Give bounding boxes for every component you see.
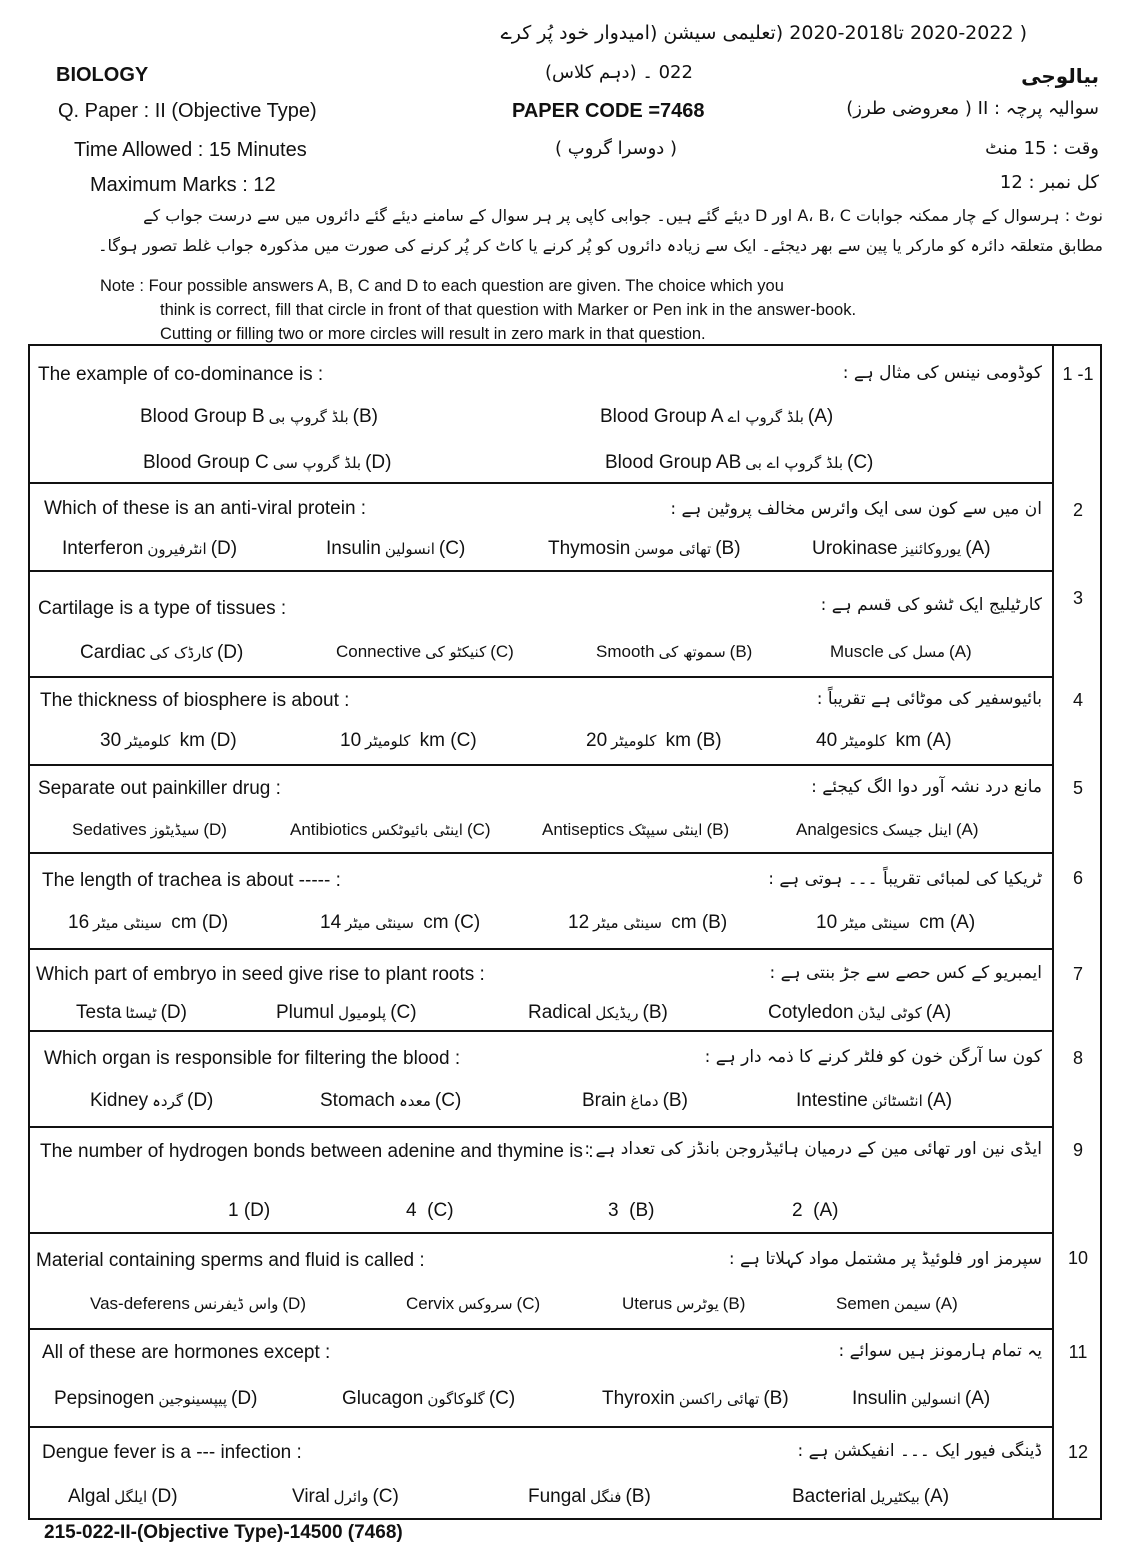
paper-en: Q. Paper : II (Objective Type) <box>58 100 317 122</box>
question-number: 9 <box>1072 1140 1083 1160</box>
option-a: Semen سیمن (A) <box>836 1294 958 1313</box>
question-text-en: The number of hydrogen bonds between adenine and thymine is : <box>40 1141 594 1162</box>
question-row-5 <box>30 766 1052 854</box>
question-text-en: Cartilage is a type of tissues : <box>38 598 287 619</box>
question-text-en: All of these are hormones except : <box>42 1342 331 1363</box>
note-en-line3: Cutting or filling two or more circles will result in zero mark in that question. <box>160 325 706 343</box>
question-text-ur: یہ تمام ہارمونز ہیں سوائے : <box>838 1341 1042 1361</box>
option-d: Blood Group C بلڈ گروپ سی (D) <box>143 452 392 473</box>
question-text-en: The example of co-dominance is : <box>38 364 324 385</box>
question-text-en: Material containing sperms and fluid is called : <box>36 1250 425 1271</box>
question-table <box>28 344 1102 1520</box>
option-a: Intestine انٹسٹائن (A) <box>796 1090 953 1111</box>
group-ur: ( دوسرا گروپ ) <box>555 138 678 159</box>
option-a: Analgesics اینل جیسک (A) <box>796 820 979 839</box>
question-row-7 <box>30 950 1052 1032</box>
option-a: کلومیٹر40 km (A) <box>816 730 952 751</box>
option-c: Antibiotics اینٹی بائیوٹکس (C) <box>290 820 491 839</box>
option-d: کلومیٹر30 km (D) <box>100 730 237 751</box>
option-c: Viral وائرل (C) <box>292 1486 399 1507</box>
question-text-en: Which organ is responsible for filtering the blood : <box>44 1048 461 1069</box>
question-number: 3 <box>1072 588 1083 608</box>
option-c: 4 (C) <box>406 1200 454 1221</box>
option-b: Antiseptics اینٹی سیپٹک (B) <box>542 820 730 839</box>
option-a: Blood Group A بلڈ گروپ اے (A) <box>600 406 834 427</box>
note-ur-line2: مطابق متعلقہ دائرہ کو مارکر یا پین سے بھر دیجئے۔ ایک سے زیادہ دائروں کو پُر کرنے یا کاٹ کر پُر کرنے کی صورت میں مذکورہ جواب غلط تصور ہوگا۔ <box>98 236 1103 255</box>
question-row-9 <box>30 1128 1052 1234</box>
option-d: Algal ایلگل (D) <box>68 1486 178 1507</box>
option-b: Brain دماغ (B) <box>582 1090 688 1111</box>
session-line: ( 2020-2022 تا2018-2020 (تعلیمی سیشن (امیدوار خود پُر کرے <box>500 22 1027 44</box>
option-b: Uterus یوٹرس (B) <box>622 1294 746 1313</box>
option-a: 2 (A) <box>792 1200 839 1221</box>
option-c: Glucagon گلوکاگون (C) <box>342 1388 516 1409</box>
option-a: سینٹی میٹر10 cm (A) <box>816 912 976 933</box>
question-text-ur: ڈینگی فیور ایک ۔۔۔ انفیکشن ہے : <box>797 1441 1042 1461</box>
option-c: Stomach معدہ (C) <box>320 1090 462 1111</box>
option-b: Blood Group B بلڈ گروپ بی (B) <box>140 406 378 427</box>
subject-ur: بیالوجی <box>1021 64 1099 88</box>
option-c: Blood Group AB بلڈ گروپ اے بی (C) <box>605 452 874 473</box>
question-text-ur: ٹریکیا کی لمبائی تقریباً ۔۔۔ ہوتی ہے : <box>768 869 1042 889</box>
option-b: Thymosin تھائی موسن (B) <box>548 538 741 559</box>
question-row-8 <box>30 1032 1052 1128</box>
question-text-en: Dengue fever is a --- infection : <box>42 1442 302 1463</box>
option-d: Vas-deferens واس ڈیفرنس (D) <box>90 1294 306 1313</box>
question-row-10 <box>30 1234 1052 1330</box>
roll-label <box>1023 0 1027 1</box>
option-b: 3 (B) <box>608 1200 655 1221</box>
option-b: Smooth سموتھ کی (B) <box>596 642 753 661</box>
question-number: 1 -1 <box>1062 364 1094 384</box>
option-b: سینٹی میٹر12 cm (B) <box>568 912 728 933</box>
option-d: Interferon انٹرفیرون (D) <box>62 538 238 559</box>
question-number: 4 <box>1072 690 1083 710</box>
option-b: Fungal فنگل (B) <box>528 1486 651 1507</box>
option-a: Cotyledon کوٹی لیڈن (A) <box>768 1002 952 1023</box>
option-c: Plumul پلومیول (C) <box>276 1002 417 1023</box>
question-text-ur: بائیوسفیر کی موٹائی ہے تقریباً : <box>816 689 1042 709</box>
marks-en: Maximum Marks : 12 <box>90 174 276 196</box>
question-text-ur: کوڈومی نینس کی مثال ہے : <box>842 363 1042 383</box>
option-d: Cardiac کارڈک کی (D) <box>80 642 244 663</box>
question-row-4 <box>30 678 1052 766</box>
question-row-12 <box>30 1428 1052 1520</box>
question-number: 8 <box>1072 1048 1083 1068</box>
subject-en: BIOLOGY <box>56 64 149 86</box>
question-text-ur: کارٹیلیج ایک ٹشو کی قسم ہے : <box>820 595 1042 615</box>
question-number: 2 <box>1072 500 1083 520</box>
option-d: Pepsinogen پیپسینوجین (D) <box>54 1388 258 1409</box>
option-d: Kidney گردہ (D) <box>90 1090 214 1111</box>
question-row-3 <box>30 572 1052 678</box>
question-text-ur: کون سا آرگن خون کو فلٹر کرنے کا ذمہ دار ہے : <box>704 1047 1042 1067</box>
class-ur: 022 ۔ (دہم کلاس) <box>545 62 693 83</box>
option-c: Connective کنیکٹو کی (C) <box>336 642 514 661</box>
option-b: کلومیٹر20 km (B) <box>586 730 722 751</box>
time-ur: وقت : 15 منٹ <box>985 138 1099 159</box>
option-d: 1 (D) <box>228 1200 271 1221</box>
question-number: 7 <box>1072 964 1083 984</box>
option-d: Testa ٹیسٹا (D) <box>76 1002 187 1023</box>
question-text-ur: ایڈی نین اور تھائی مین کے درمیان ہائیڈروجن بانڈز کی تعداد ہے : <box>584 1139 1042 1159</box>
question-number: 10 <box>1067 1248 1089 1268</box>
question-number: 11 <box>1068 1342 1088 1362</box>
option-d: Sedatives سیڈیٹوز (D) <box>72 820 227 839</box>
paper-ur: سوالیہ پرچہ : II ( معروضی طرز) <box>846 98 1099 119</box>
marks-ur: کل نمبر : 12 <box>999 172 1099 193</box>
note-ur-line1: نوٹ : ہرسوال کے چار ممکنہ جوابات A، B، C اور D دیئے گئے ہیں۔ جوابی کاپی پر ہر سوال کے سامنے دیئے گئے دائروں میں سے درست جواب کے <box>143 206 1103 225</box>
option-c: Cervix سروکس (C) <box>406 1294 541 1313</box>
question-text-en: Which of these is an anti-viral protein : <box>44 498 367 519</box>
question-row-6 <box>30 854 1052 950</box>
question-text-ur: ایمبریو کے کس حصے سے جڑ بنتی ہے : <box>769 963 1042 983</box>
footer-code: 215-022-II-(Objective Type)-14500 (7468) <box>44 1522 403 1543</box>
question-text-ur: سپرمز اور فلوئیڈ پر مشتمل مواد کہلاتا ہے : <box>728 1249 1042 1269</box>
paper-code: PAPER CODE =7468 <box>512 100 705 122</box>
question-row-11 <box>30 1330 1052 1428</box>
question-row-2 <box>30 484 1052 572</box>
question-text-en: The thickness of biosphere is about : <box>40 690 350 711</box>
option-c: سینٹی میٹر14 cm (C) <box>320 912 481 933</box>
question-text-ur: ان میں سے کون سی ایک وائرس مخالف پروٹین ہے : <box>670 499 1042 519</box>
time-en: Time Allowed : 15 Minutes <box>74 139 307 161</box>
question-number: 5 <box>1072 778 1083 798</box>
option-b: Thyroxin تھائی راکسن (B) <box>602 1388 789 1409</box>
option-c: Insulin انسولین (C) <box>326 538 466 559</box>
option-a: Bacterial بیکٹیریل (A) <box>792 1486 950 1507</box>
option-a: Insulin انسولین (A) <box>852 1388 991 1409</box>
question-text-en: Separate out painkiller drug : <box>38 778 281 799</box>
note-en-line2: think is correct, fill that circle in front of that question with Marker or Pen ink in the answer-book. <box>160 301 857 319</box>
question-number: 6 <box>1072 868 1083 888</box>
question-text-en: The length of trachea is about ----- : <box>42 870 341 891</box>
option-c: کلومیٹر10 km (C) <box>340 730 477 751</box>
question-row-1 <box>30 346 1052 484</box>
note-en-line1: Note : Four possible answers A, B, C and D to each question are given. The choice which you <box>100 277 784 295</box>
option-a: Muscle مسل کی (A) <box>830 642 972 661</box>
option-b: Radical ریڈیکل (B) <box>528 1002 668 1023</box>
question-number: 12 <box>1067 1442 1089 1462</box>
option-a: Urokinase یوروکائنیز (A) <box>812 538 991 559</box>
question-text-en: Which part of embryo in seed give rise to plant roots : <box>36 964 485 985</box>
option-d: سینٹی میٹر16 cm (D) <box>68 912 229 933</box>
question-text-ur: مانع درد نشہ آور دوا الگ کیجئے : <box>811 777 1042 797</box>
